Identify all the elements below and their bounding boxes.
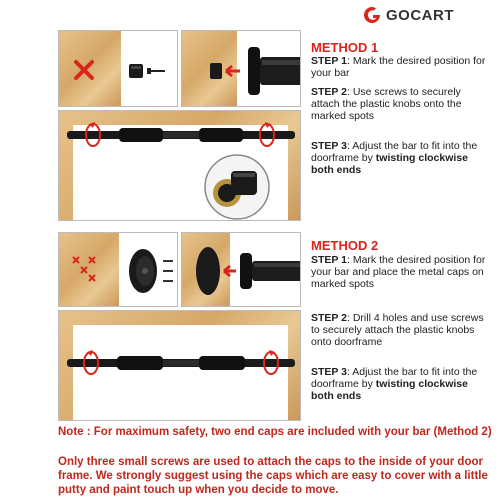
panel-doorframe-1 — [58, 110, 301, 221]
cap-closeup-icon — [197, 151, 275, 221]
pull-up-bar-icon-2 — [59, 311, 301, 421]
end-cap-icon — [123, 243, 177, 299]
cross-icon — [73, 59, 95, 81]
method2-step3: STEP 3: Adjust the bar to fit into the doorframe by twisting clockwise both ends — [311, 366, 478, 402]
bar-end-icon — [202, 41, 301, 101]
method1-step3: STEP 3: Adjust the bar to fit into the doorframe by twisting clockwise both ends — [311, 140, 478, 176]
method2-step2: STEP 2: Drill 4 holes and use screws to securely attach the plastic knobs onto doorframe — [311, 312, 484, 348]
safety-note: Note : For maximum safety, two end caps are included with your bar (Method 2) — [58, 426, 492, 438]
panel-cap-bar — [181, 232, 301, 307]
method2-title: METHOD 2 — [311, 238, 379, 253]
knob-screw-icon — [127, 61, 173, 81]
method1-title: METHOD 1 — [311, 40, 379, 55]
mark-spots-icon — [71, 255, 101, 285]
panel-wrong-mount — [58, 30, 178, 107]
method1-step1: STEP 1: Mark the desired position for your bar — [311, 55, 486, 79]
panel-mark-spots — [58, 232, 178, 307]
screw-note: Only three small screws are used to attach the caps to the inside of your door frame. We strongly suggest using the caps which are easy to cover with a little putty and paint touch up when you decide to move. — [58, 456, 488, 496]
brand-logo — [362, 4, 492, 26]
brand-name: GOCART — [386, 6, 454, 24]
panel-doorframe-2 — [58, 310, 301, 421]
cap-bar-end-icon — [186, 239, 301, 303]
cart-logo-icon — [362, 5, 382, 25]
panel-knob-bar — [181, 30, 301, 107]
method1-step2: STEP 2: Use screws to securely attach the plastic knobs onto the marked spots — [311, 86, 462, 122]
method2-step1: STEP 1: Mark the desired position for your bar and place the metal caps on marked spots — [311, 254, 486, 290]
